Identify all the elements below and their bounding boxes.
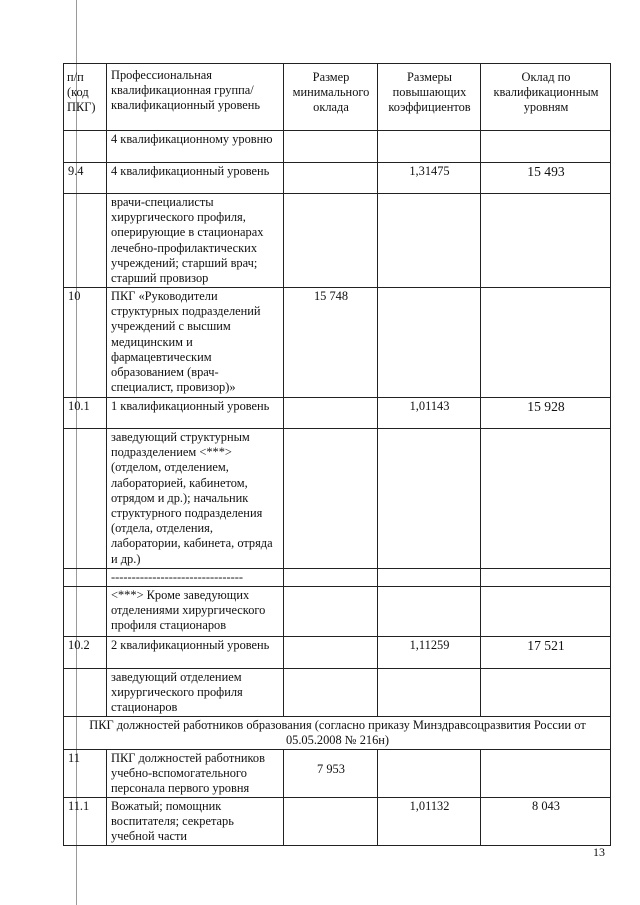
row-coef <box>378 429 481 569</box>
row-code <box>64 131 107 163</box>
header-min-salary: Размер минимального оклада <box>284 64 378 131</box>
row-name: ПКГ «Руководители структурных подразделений учреждений с высшим медицинским и фармацевтическим образованием (врач-специалист, провизор)» <box>107 288 284 398</box>
row-min <box>284 398 378 429</box>
row-coef <box>378 749 481 797</box>
row-salary: 15 928 <box>481 398 611 429</box>
row-coef <box>378 569 481 587</box>
row-coef: 1,31475 <box>378 163 481 194</box>
page-number: 13 <box>593 845 605 859</box>
row-code <box>64 194 107 288</box>
row-coef <box>378 194 481 288</box>
row-salary <box>481 429 611 569</box>
row-code <box>64 429 107 569</box>
row-coef <box>378 288 481 398</box>
table-row <box>64 749 611 797</box>
row-separator: -------------------------------- <box>107 569 284 587</box>
salary-table <box>63 63 611 846</box>
header-salary: Оклад по квалификационным уровням <box>481 64 611 131</box>
row-code <box>64 569 107 587</box>
row-min <box>284 194 378 288</box>
table-row <box>64 637 611 669</box>
row-salary: 15 493 <box>481 163 611 194</box>
row-min <box>284 669 378 717</box>
row-min <box>284 797 378 845</box>
row-code: 10.1 <box>64 398 107 429</box>
row-min: 7 953 <box>284 749 378 797</box>
row-coef: 1,01143 <box>378 398 481 429</box>
row-salary: 8 043 <box>481 797 611 845</box>
row-salary <box>481 587 611 637</box>
row-min <box>284 429 378 569</box>
row-salary <box>481 194 611 288</box>
row-code <box>64 587 107 637</box>
row-salary <box>481 131 611 163</box>
row-name: врачи-специалисты хирургического профиля, оперирующие в стационарах лечебно-профилактических учреждений; старший врач; старший провизор <box>107 194 284 288</box>
row-min <box>284 131 378 163</box>
row-coef: 1,01132 <box>378 797 481 845</box>
table-row <box>64 429 611 569</box>
table-row <box>64 288 611 398</box>
table-row <box>64 398 611 429</box>
row-name: 4 квалификационный уровень <box>107 163 284 194</box>
row-coef <box>378 131 481 163</box>
row-salary <box>481 569 611 587</box>
row-name: 1 квалификационный уровень <box>107 398 284 429</box>
row-coef: 1,11259 <box>378 637 481 669</box>
row-min: 15 748 <box>284 288 378 398</box>
row-salary <box>481 749 611 797</box>
row-salary: 17 521 <box>481 637 611 669</box>
row-salary <box>481 288 611 398</box>
row-code: 11.1 <box>64 797 107 845</box>
row-coef <box>378 587 481 637</box>
row-min <box>284 587 378 637</box>
row-name: 2 квалификационный уровень <box>107 637 284 669</box>
row-code: 10 <box>64 288 107 398</box>
table-header-row <box>64 64 611 131</box>
table-row <box>64 587 611 637</box>
row-name: заведующий структурным подразделением <***> (отделом, отделением, лабораторией, кабинетом, отрядом и др.); начальник структурного подразделения (отдела, отделения, лаборатории, кабинета, отряда и др.) <box>107 429 284 569</box>
row-min <box>284 637 378 669</box>
table-row <box>64 669 611 717</box>
table-row <box>64 569 611 587</box>
row-min <box>284 163 378 194</box>
table-row <box>64 163 611 194</box>
row-name: Вожатый; помощник воспитателя; секретарь учебной части <box>107 797 284 845</box>
row-coef <box>378 669 481 717</box>
row-footnote: <***> Кроме заведующих отделениями хирургического профиля стационаров <box>107 587 284 637</box>
header-group: Профессиональная квалификационная группа/квалификационный уровень <box>107 64 284 131</box>
section-row <box>64 716 611 749</box>
row-name: заведующий отделением хирургического профиля стационаров <box>107 669 284 717</box>
table-row <box>64 131 611 163</box>
header-coefficients: Размеры повышающих коэффициентов <box>378 64 481 131</box>
table-row <box>64 797 611 845</box>
section-title: ПКГ должностей работников образования (согласно приказу Минздравсоцразвития России от 05.05.2008 № 216н) <box>64 716 611 749</box>
row-name: ПКГ должностей работников учебно-вспомогательного персонала первого уровня <box>107 749 284 797</box>
row-code: 9.4 <box>64 163 107 194</box>
header-code: п/п (код ПКГ) <box>64 64 107 131</box>
row-code: 11 <box>64 749 107 797</box>
row-min <box>284 569 378 587</box>
row-name: 4 квалификационному уровню <box>107 131 284 163</box>
row-code: 10.2 <box>64 637 107 669</box>
row-code <box>64 669 107 717</box>
table-row <box>64 194 611 288</box>
row-salary <box>481 669 611 717</box>
